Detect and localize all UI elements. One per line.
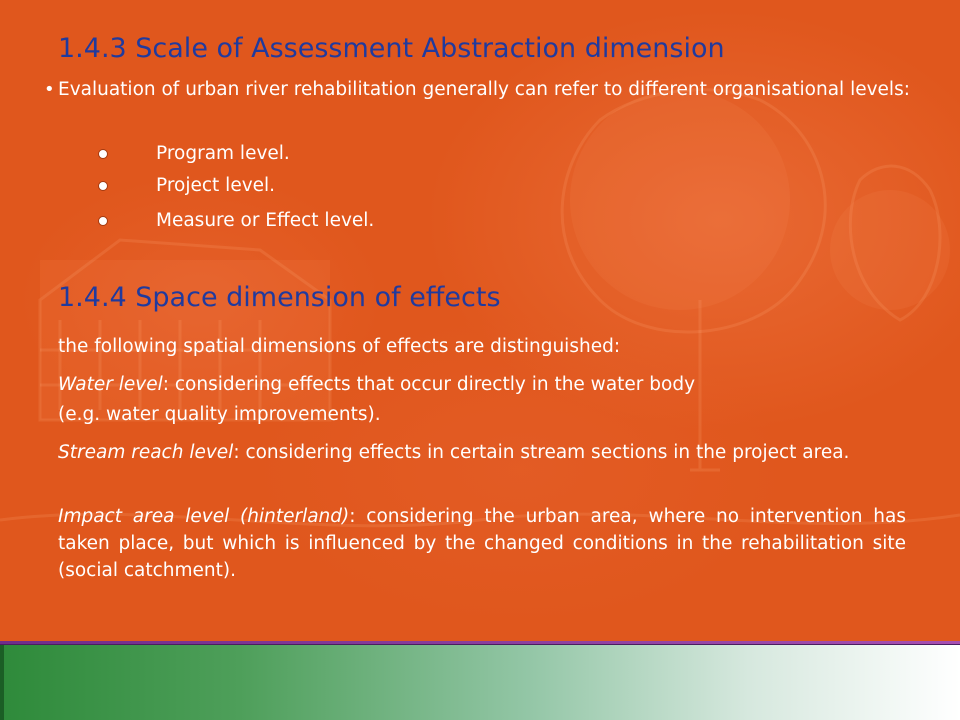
lead-paragraph: the following spatial dimensions of effects are distinguished: [58,336,621,357]
list-item-label: Program level. [156,143,290,164]
intro-paragraph: Evaluation of urban river rehabilitation generally can refer to different organisational levels: [58,79,910,100]
list-item-project-level [0,172,900,202]
list-item-label: Measure or Effect level. [156,210,375,231]
bullet-icon [98,149,108,159]
stream-reach-paragraph [58,439,906,466]
bullet-icon [98,181,108,191]
bullet-icon [98,216,108,226]
list-item-label: Project level. [156,175,276,196]
footer-divider-shadow [0,644,960,645]
footer-left-strip [0,645,4,720]
term-stream-reach-level: Stream reach level [58,442,234,463]
list-item-measure-level [0,207,900,237]
water-level-example: (e.g. water quality improvements). [58,404,381,425]
impact-area-text: : considering the urban area, where no intervention has taken place, but which is influenced by the changed conditions in the rehabilitation site (social catchment). [58,506,906,581]
term-impact-area-level: Impact area level (hinterland) [58,506,350,527]
water-level-paragraph [58,371,908,398]
footer-gradient-band [0,641,960,720]
bullet-icon: • [44,79,55,100]
term-water-level: Water level [58,374,163,395]
section-heading-scale: 1.4.3 Scale of Assessment Abstraction dimension [58,33,725,64]
section-heading-space: 1.4.4 Space dimension of effects [58,282,501,313]
list-item-program-level [0,140,900,170]
water-level-text: : considering effects that occur directly in the water body [162,374,696,395]
stream-reach-text: : considering effects in certain stream sections in the project area. [233,442,850,463]
impact-area-paragraph [58,503,906,584]
